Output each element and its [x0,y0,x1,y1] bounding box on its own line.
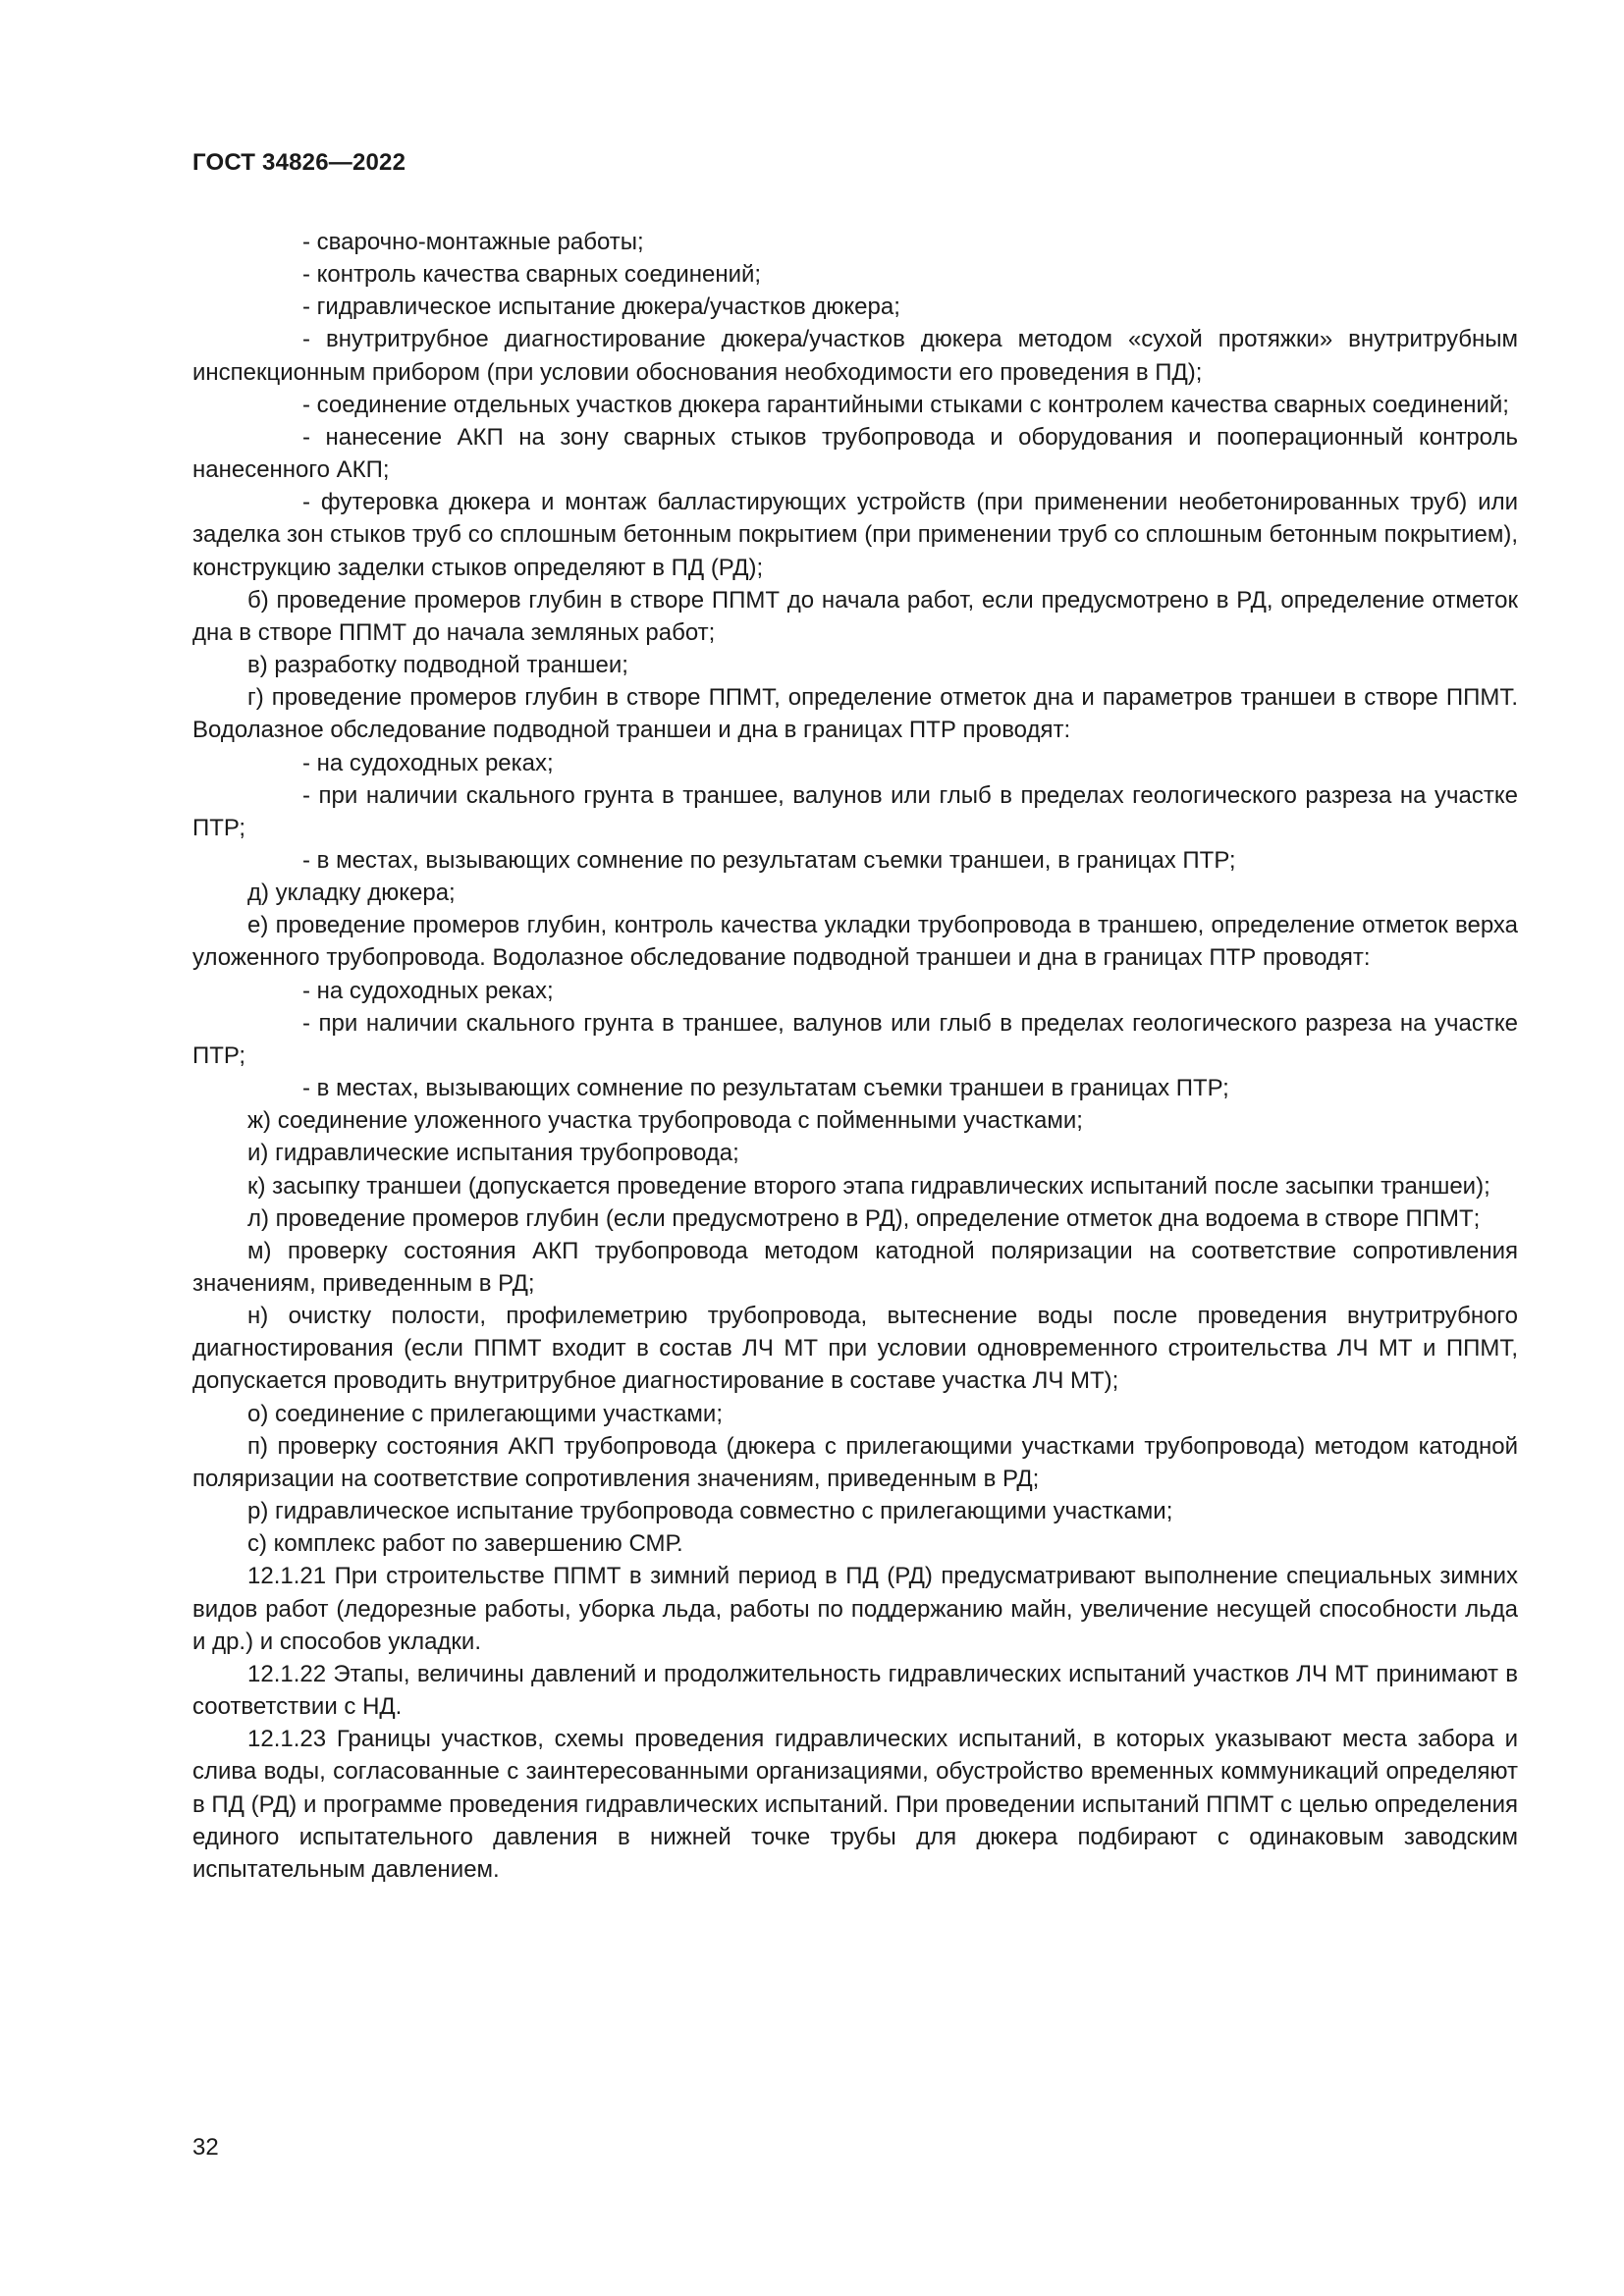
paragraph: н) очистку полости, профилеметрию трубопровода, вытеснение воды после проведения внутритрубного диагностирования (если ППМТ входит в состав ЛЧ МТ при условии одновременного строительства ЛЧ МТ и ППМТ, допускается проводить внутритрубное диагностирование в составе участка ЛЧ МТ); [192,1303,1518,1395]
paragraph: д) укладку дюкера; [247,880,456,907]
list-item: - на судоходных реках; [302,977,554,1004]
paragraph: 12.1.22 Этапы, величины давлений и продолжительность гидравлических испытаний участков ЛЧ МТ принимают в соответствии с НД. [192,1660,1518,1721]
list-item: - на судоходных реках; [302,749,554,776]
list-item: - внутритрубное диагностирование дюкера/участков дюкера методом «сухой протяжки» внутритрубным инспекционным прибором (при условии обоснования необходимости его проведения в ПД); [192,326,1518,386]
list-item: - контроль качества сварных соединений; [302,261,762,289]
list-item: - сварочно-монтажные работы; [302,229,644,255]
list-item: - футеровка дюкера и монтаж балластирующих устройств (при применении необетонированных труб) или заделка зон стыков труб со сплошным бетонным покрытием (при применении труб со сплошным бетонным покрытием), конструкцию заделки стыков определяют в ПД (РД); [192,489,1518,581]
paragraph: г) проведение промеров глубин в створе ППМТ, определение отметок дна и параметров траншеи в створе ППМТ. Водолазное обследование подводной траншеи и дна в границах ПТР проводят: [192,684,1518,744]
list-item: - при наличии скального грунта в траншее, валунов или глыб в пределах геологического разреза на участке ПТР; [192,781,1518,841]
paragraph: в) разработку подводной траншеи; [247,652,628,679]
paragraph: о) соединение с прилегающими участками; [247,1400,723,1427]
standard-header: ГОСТ 34826—2022 [192,149,406,176]
list-item: - нанесение АКП на зону сварных стыков трубопровода и оборудования и пооперационный контроль нанесенного АКП; [192,423,1518,484]
document-body [192,226,1518,1886]
list-item: - при наличии скального грунта в траншее, валунов или глыб в пределах геологического разреза на участке ПТР; [192,1009,1518,1069]
list-item: - в местах, вызывающих сомнение по результатам съемки траншеи в границах ПТР; [302,1075,1229,1102]
paragraph: б) проведение промеров глубин в створе ППМТ до начала работ, если предусмотрено в РД, определение отметок дна в створе ППМТ до начала земляных работ; [192,586,1518,646]
paragraph: е) проведение промеров глубин, контроль качества укладки трубопровода в траншею, определение отметок верха уложенного трубопровода. Водолазное обследование подводной траншеи и дна в границах ПТР проводят: [192,912,1518,972]
page-number: 32 [192,2134,219,2161]
list-item: - соединение отдельных участков дюкера гарантийными стыками с контролем качества сварных соединений; [302,391,1509,418]
list-item: - в местах, вызывающих сомнение по результатам съемки траншеи, в границах ПТР; [302,846,1236,874]
paragraph: к) засыпку траншеи (допускается проведение второго этапа гидравлических испытаний после засыпки траншеи); [247,1172,1490,1200]
paragraph: м) проверку состояния АКП трубопровода методом катодной поляризации на соответствие сопротивления значениям, приведенным в РД; [192,1237,1518,1297]
paragraph: и) гидравлические испытания трубопровода; [247,1140,739,1167]
list-item: - гидравлическое испытание дюкера/участков дюкера; [302,294,900,321]
paragraph: р) гидравлическое испытание трубопровода совместно с прилегающими участками; [247,1498,1173,1525]
paragraph: п) проверку состояния АКП трубопровода (дюкера с прилегающими участками трубопровода) методом катодной поляризации на соответствие сопротивления значениям, приведенным в РД; [192,1432,1518,1492]
paragraph: 12.1.21 При строительстве ППМТ в зимний период в ПД (РД) предусматривают выполнение специальных зимних видов работ (ледорезные работы, уборка льда, работы по поддержанию майн, увеличение несущей способности льда и др.) и способов укладки. [192,1563,1518,1655]
paragraph: ж) соединение уложенного участка трубопровода с пойменными участками; [247,1107,1083,1135]
paragraph: л) проведение промеров глубин (если предусмотрено в РД), определение отметок дна водоема в створе ППМТ; [247,1204,1481,1232]
paragraph: 12.1.23 Границы участков, схемы проведения гидравлических испытаний, в которых указывают места забора и слива воды, согласованные с заинтересованными организациями, обустройство временных коммуникаций определяют в ПД (РД) и программе проведения гидравлических испытаний. При проведении испытаний ППМТ с целью определения единого испытательного давления в нижней точке трубы для дюкера подбирают с одинаковым заводским испытательным давлением. [192,1726,1518,1883]
paragraph: с) комплекс работ по завершению СМР. [247,1530,683,1558]
